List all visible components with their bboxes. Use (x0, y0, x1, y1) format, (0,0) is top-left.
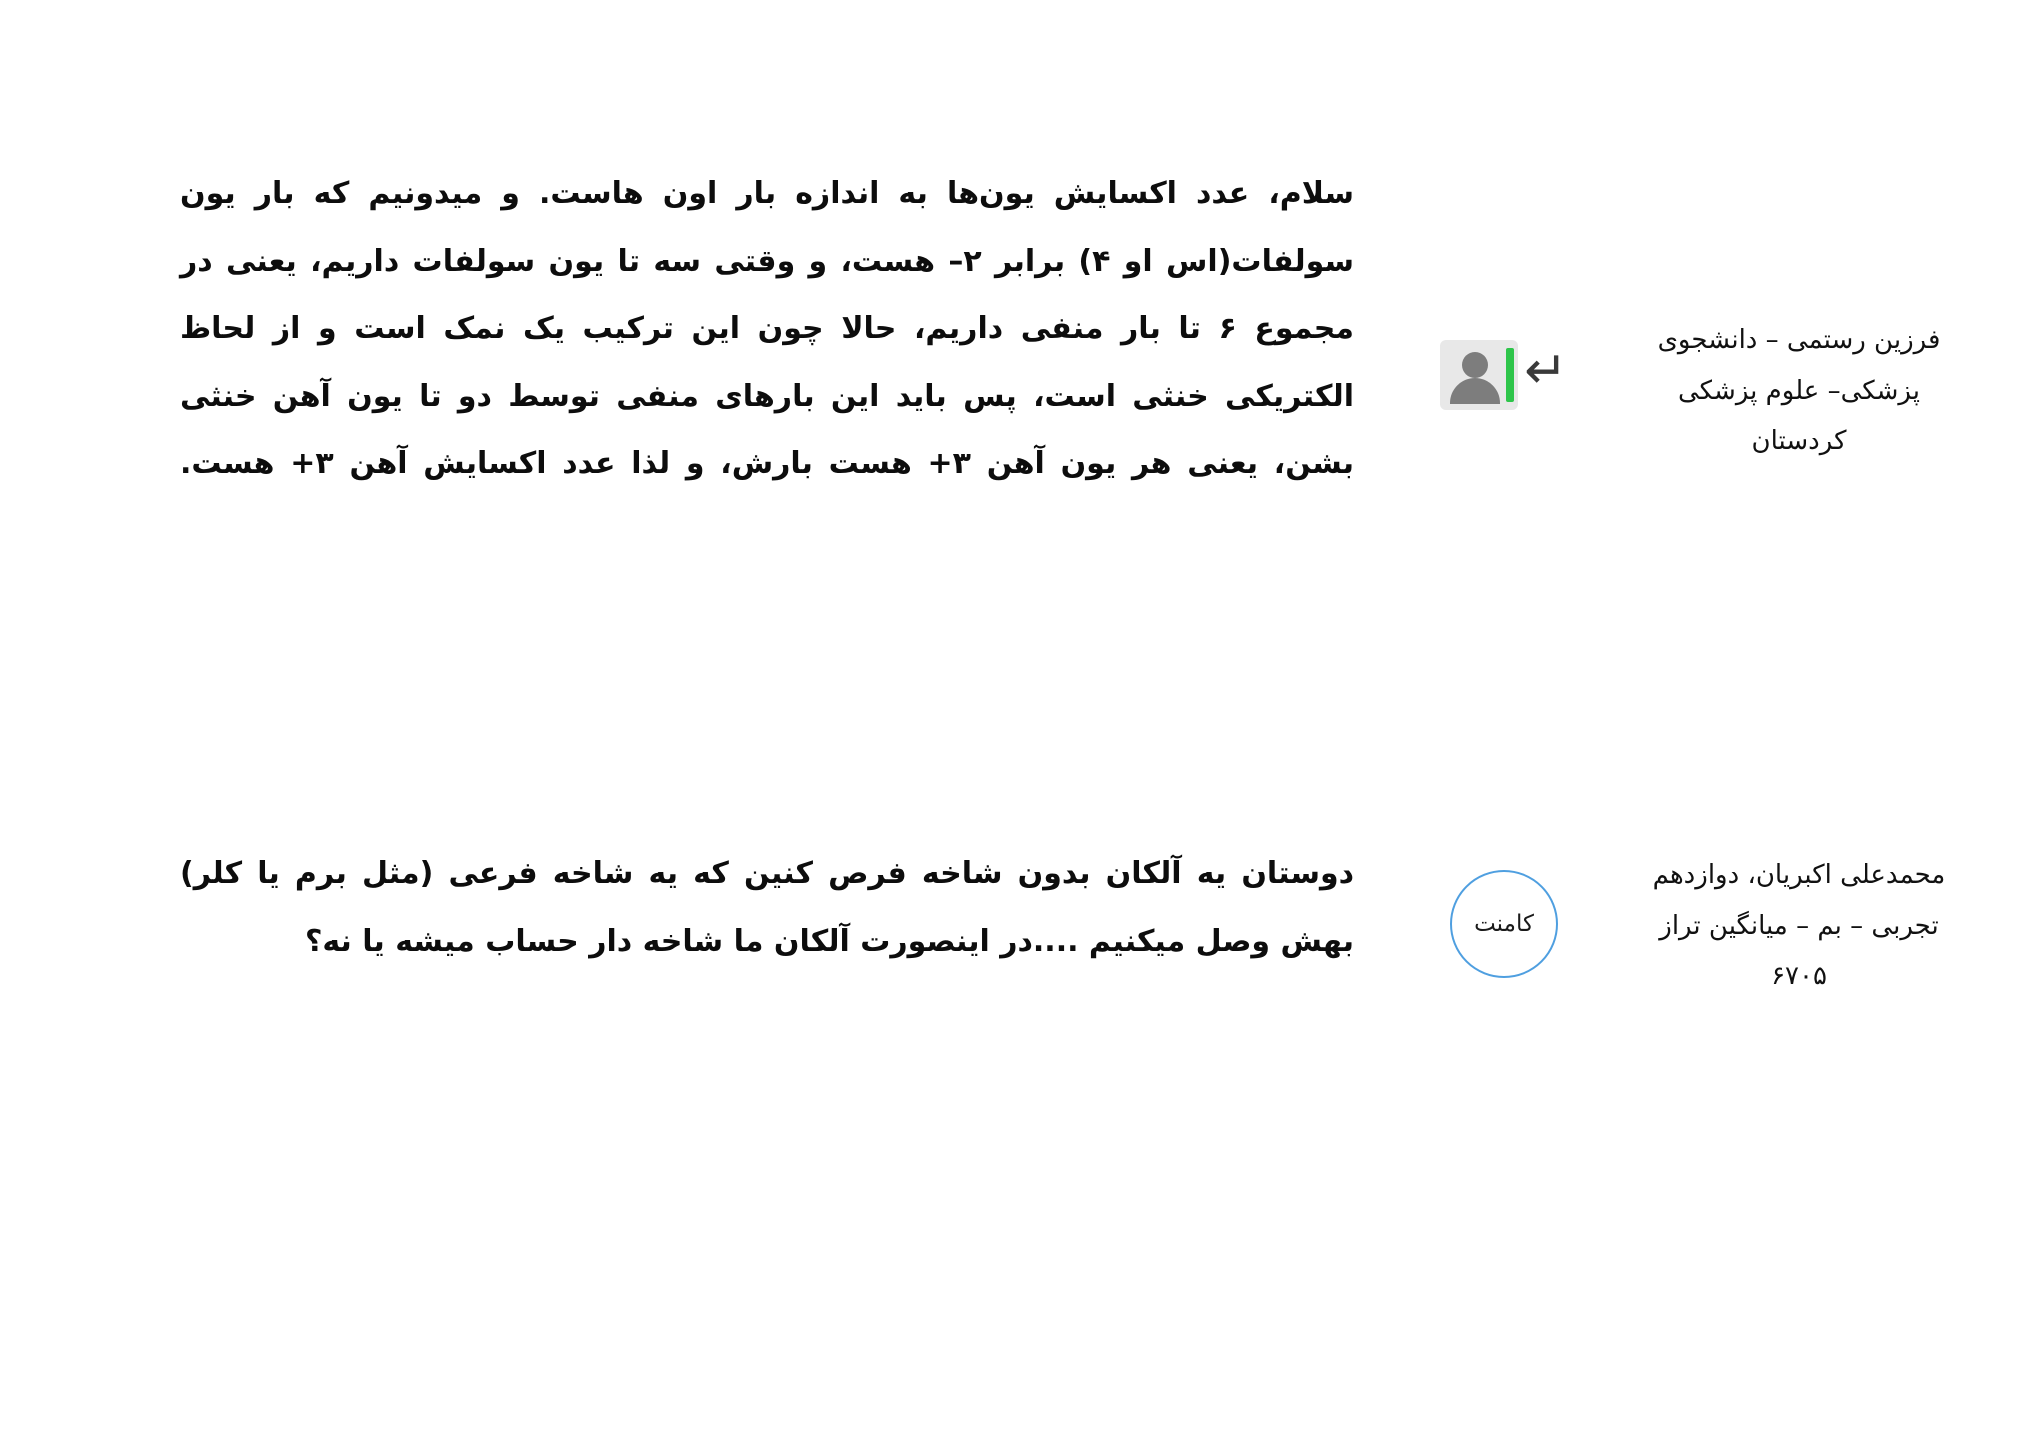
avatar-head-shape (1462, 352, 1488, 378)
post-text-block (150, 840, 1374, 975)
avatar-status-bar (1506, 348, 1514, 402)
post-badge-block (1374, 840, 1634, 978)
author-name: محمدعلی اکبریان، دوازدهم تجربی – بم – میانگین تراز ۶۷۰۵ (1652, 860, 1946, 992)
comment-badge[interactable] (1450, 870, 1558, 978)
post-item (150, 840, 1964, 1002)
avatar-body-shape (1450, 378, 1500, 404)
comment-badge-label: کامنت (1474, 911, 1534, 937)
author-name: فرزین رستمی – دانشجوی پزشکی– علوم پزشکی کردستان (1657, 325, 1941, 457)
post-body-text: سلام، عدد اکسایش یون‌ها به اندازه بار اون هاست. و میدونیم که بار یون سولفات(اس او ۴) برابر ۲– هست، و وقتی سه تا یون سولفات داریم، یعنی در مجموع ۶ تا بار منفی داریم، حالا چون این ترکیب یک نمک است و از لحاظ الکتریکی خنثی است، پس باید این بارهای منفی توسط دو تا یون آهن خنثی بشن، یعنی هر یون آهن ۳+ هست بارش، و لذا عدد اکسایش آهن ۳+ هست. (180, 176, 1354, 481)
post-author-block (1634, 160, 1964, 467)
avatar[interactable] (1440, 340, 1518, 410)
post-body-text: دوستان یه آلکان بدون شاخه فرص کنین که یه شاخه فرعی (مثل برم یا کلر) بهش وصل میکنیم ....در اینصورت آلکان ما شاخه دار حساب میشه یا نه؟ (180, 856, 1354, 959)
reply-arrow-icon[interactable]: ↵ (1524, 341, 1568, 401)
post-text-block (150, 160, 1374, 498)
post-author-block (1634, 840, 1964, 1002)
post-badge-block (1374, 160, 1634, 410)
avatar-reply-group (1440, 340, 1568, 410)
post-item (150, 160, 1964, 498)
